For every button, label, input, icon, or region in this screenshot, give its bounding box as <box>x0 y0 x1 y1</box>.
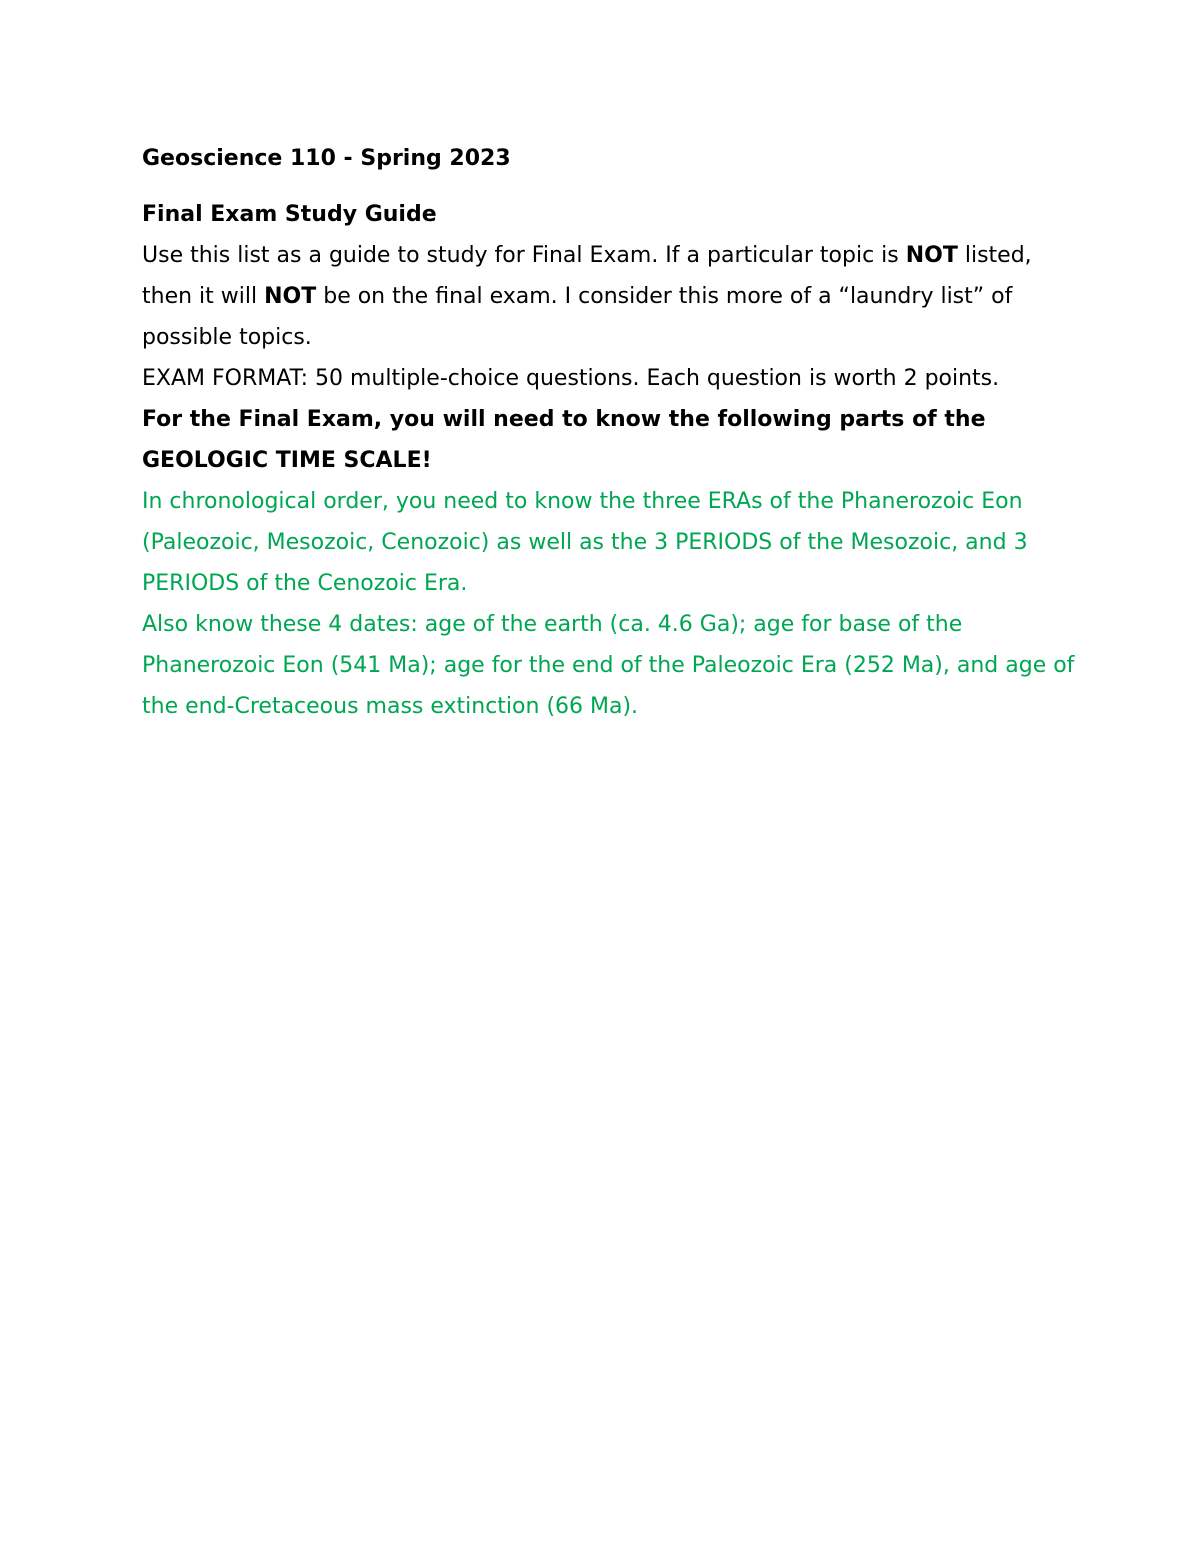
intro-emphasis-not-2: NOT <box>264 284 317 309</box>
time-scale-heading <box>142 399 1082 481</box>
intro-text-3: be on the final exam. I consider this more of a “laundry list” of possible topics. <box>142 284 1013 350</box>
intro-paragraph <box>142 235 1082 358</box>
guide-title: Final Exam Study Guide <box>142 202 437 227</box>
eras-requirement: In chronological order, you need to know the three ERAs of the Phanerozoic Eon (Paleozoic, Mesozoic, Cenozoic) as well as the 3 PERIODS of the Mesozoic, and 3 PERIODS of the Cenozoic Era. <box>142 489 1028 596</box>
time-scale-heading-text: For the Final Exam, you will need to know the following parts of the GEOLOGIC TIME SCALE! <box>142 407 986 473</box>
dates-requirement: Also know these 4 dates: age of the earth (ca. 4.6 Ga); age for base of the Phanerozoic Eon (541 Ma); age for the end of the Paleozoic Era (252 Ma), and age of the end-Cretaceous mass extinction (66 Ma). <box>142 612 1075 719</box>
document-content <box>142 138 1082 727</box>
intro-emphasis-not-1: NOT <box>905 243 958 268</box>
intro-text-2: listed, then it will <box>142 243 1032 309</box>
intro-text-1: Use this list as a guide to study for Final Exam. If a particular topic is <box>142 243 906 268</box>
course-title: Geoscience 110 - Spring 2023 <box>142 146 511 171</box>
exam-format: EXAM FORMAT: 50 multiple-choice questions. Each question is worth 2 points. <box>142 366 1000 391</box>
